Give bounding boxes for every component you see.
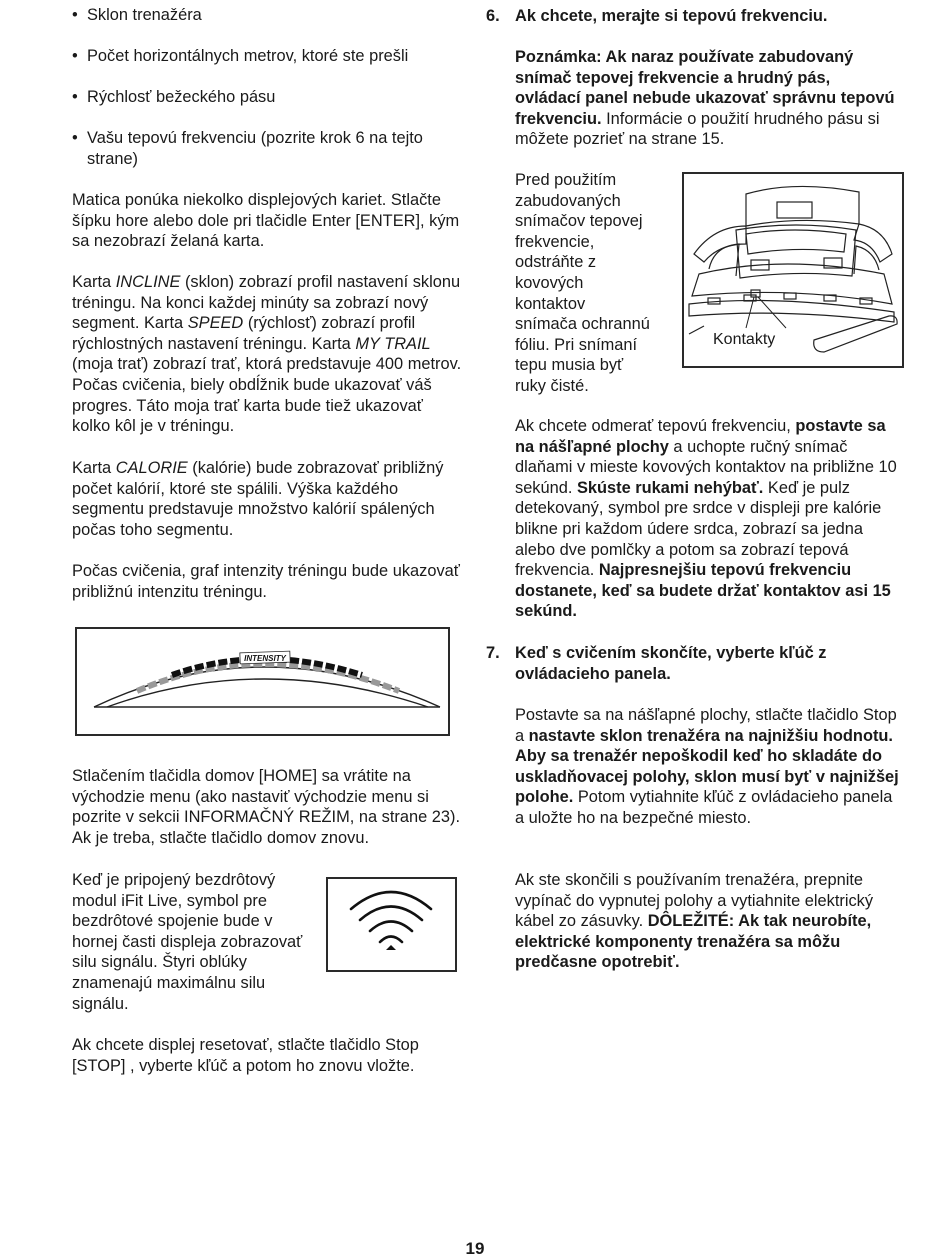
bullet-item	[72, 46, 462, 67]
bullet-symbol: •	[72, 6, 78, 24]
bullet-symbol: •	[72, 47, 78, 65]
paragraph-cards: Karta INCLINE (sklon) zobrazí profil nastavení sklonu tréningu. Na konci každej minúty sa zobrazí nový segment. Karta SPEED (rýchlosť) zobrazí profil rýchlostných nastavení tréningu. Karta MY TRAIL (moja trať) zobrazí trať, ktorá predstavuje 400 metrov. Počas cvičenia, biely obdĺžnik bude ukazovať váš progres. Táto moja trať karta bude tiež ukazovať kolko kôl je v tréningu.	[72, 273, 462, 436]
bullet-symbol: •	[72, 129, 78, 147]
term-mytrail: MY TRAIL	[355, 334, 431, 353]
paragraph-home: Stlačením tlačidla domov [HOME] sa vrátite na východzie menu (ako nastaviť východzie menu si pozrite v sekcii INFORMAČNÝ REŽIM, na strane 23). Ak je treba, stlačte tlačidlo domov znovu.	[72, 767, 461, 847]
step-7-title: Keď s cvičením skončíte, vyberte kľúč z ovládacieho panela.	[515, 644, 827, 683]
bullet-text: Sklon trenažéra	[87, 6, 202, 24]
step-6-before-use: Pred použitím zabudovaných snímačov tepovej frekvencie, odstráňte z kovových kontaktov snímača ochrannú fóliu. Pri snímaní tepu musia byť ruky čisté.	[515, 171, 650, 395]
intensity-arc-graphic	[77, 629, 448, 734]
paragraph-matrix: Matica ponúka niekolko displejových kariet. Stlačte šípku hore alebo dole pri tlačidle Enter [ENTER], kým sa nezobrazí želaná karta.	[72, 191, 460, 251]
step-6-measure: Ak chcete odmerať tepovú frekvenciu, postavte sa na nášľapné plochy a uchopte ručný snímač dlaňami v mieste kovových kontaktov na približne 10 sekúnd. Skúste rukami nehýbať. Keď je pulz detekovaný, symbol pre srdce v displeji pre kalórie blikne pri každom údere srdca, zobrazí sa jedna alebo dve pomlčky a potom sa zobrazí tepová frekvencia. Najpresnejšiu tepovú frekvenciu dostanete, keď sa budete držať kontaktov asi 15 sekúnd.	[515, 417, 897, 621]
term-speed: SPEED	[187, 314, 244, 333]
bullet-item	[72, 5, 462, 26]
paragraph-reset: Ak chcete displej resetovať, stlačte tlačidlo Stop [STOP] , vyberte kľúč a potom ho znovu vložte.	[72, 1036, 419, 1075]
wireless-signal-icon	[328, 879, 455, 970]
paragraph-wireless: Keď je pripojený bezdrôtový modul iFit Live, symbol pre bezdrôtové spojenie bude v hornej časti displeja zobrazovať silu signálu. Štyri oblúky znamenajú maximálnu silu signálu.	[72, 871, 303, 1013]
wireless-figure	[326, 877, 457, 972]
term-incline: INCLINE	[115, 273, 181, 291]
paragraph-intensity: Počas cvičenia, graf intenzity tréningu bude ukazovať približnú intenzitu tréningu.	[72, 562, 460, 601]
term-calorie: CALORIE	[115, 459, 188, 477]
bullet-symbol: •	[72, 88, 78, 106]
bullet-text: Vašu tepovú frekvenciu (pozrite krok 6 na tejto strane)	[87, 129, 423, 168]
page-number: 19	[465, 1239, 485, 1258]
bullet-text: Počet horizontálnych metrov, ktoré ste prešli	[87, 47, 409, 65]
step-6-note: Poznámka: Ak naraz používate zabudovaný snímač tepovej frekvencie a hrudný pás, ovládací panel nebude ukazovať správnu tepovú frekvenciu. Informácie o použití hrudného pásu si môžete pozrieť na strane 15.	[515, 48, 895, 149]
bullet-item	[72, 128, 457, 169]
intensity-graph-figure	[75, 627, 450, 736]
step-number: 6.	[486, 7, 500, 25]
figure-label-contacts: Kontakty	[713, 331, 776, 348]
bullet-text: Rýchlosť bežeckého pásu	[87, 88, 276, 106]
step-7-paragraph-2: Ak ste skončili s používaním trenažéra, prepnite vypínač do vypnutej polohy a vytiahnite elektrický kábel zo zásuvky. DÔLEŽITÉ: Ak tak neurobíte, elektrické komponenty trenažéra sa môžu predčasne opotrebiť.	[515, 871, 874, 972]
bullet-item	[72, 87, 462, 108]
paragraph-calorie: Karta CALORIE (kalórie) bude zobrazovať približný počet kalórií, ktoré ste spálili. Výška každého segmentu predstavuje množstvo kalórií spálených počas toho segmentu.	[72, 459, 444, 539]
console-figure	[682, 172, 904, 368]
step-number: 7.	[486, 644, 500, 662]
intensity-label: INTENSITY	[244, 654, 286, 663]
step-6-title: Ak chcete, merajte si tepovú frekvenciu.	[515, 7, 828, 25]
step-7-paragraph-1: Postavte sa na nášľapné plochy, stlačte tlačidlo Stop a nastavte sklon trenažéra na najnižšiu hodnotu. Aby sa trenažér nepoškodil keď ho skladáte do uskladňovacej polohy, sklon musí byť v najnižšej polohe. Potom vytiahnite kľúč z ovládacieho panela a uložte ho na bezpečné miesto.	[515, 706, 899, 827]
